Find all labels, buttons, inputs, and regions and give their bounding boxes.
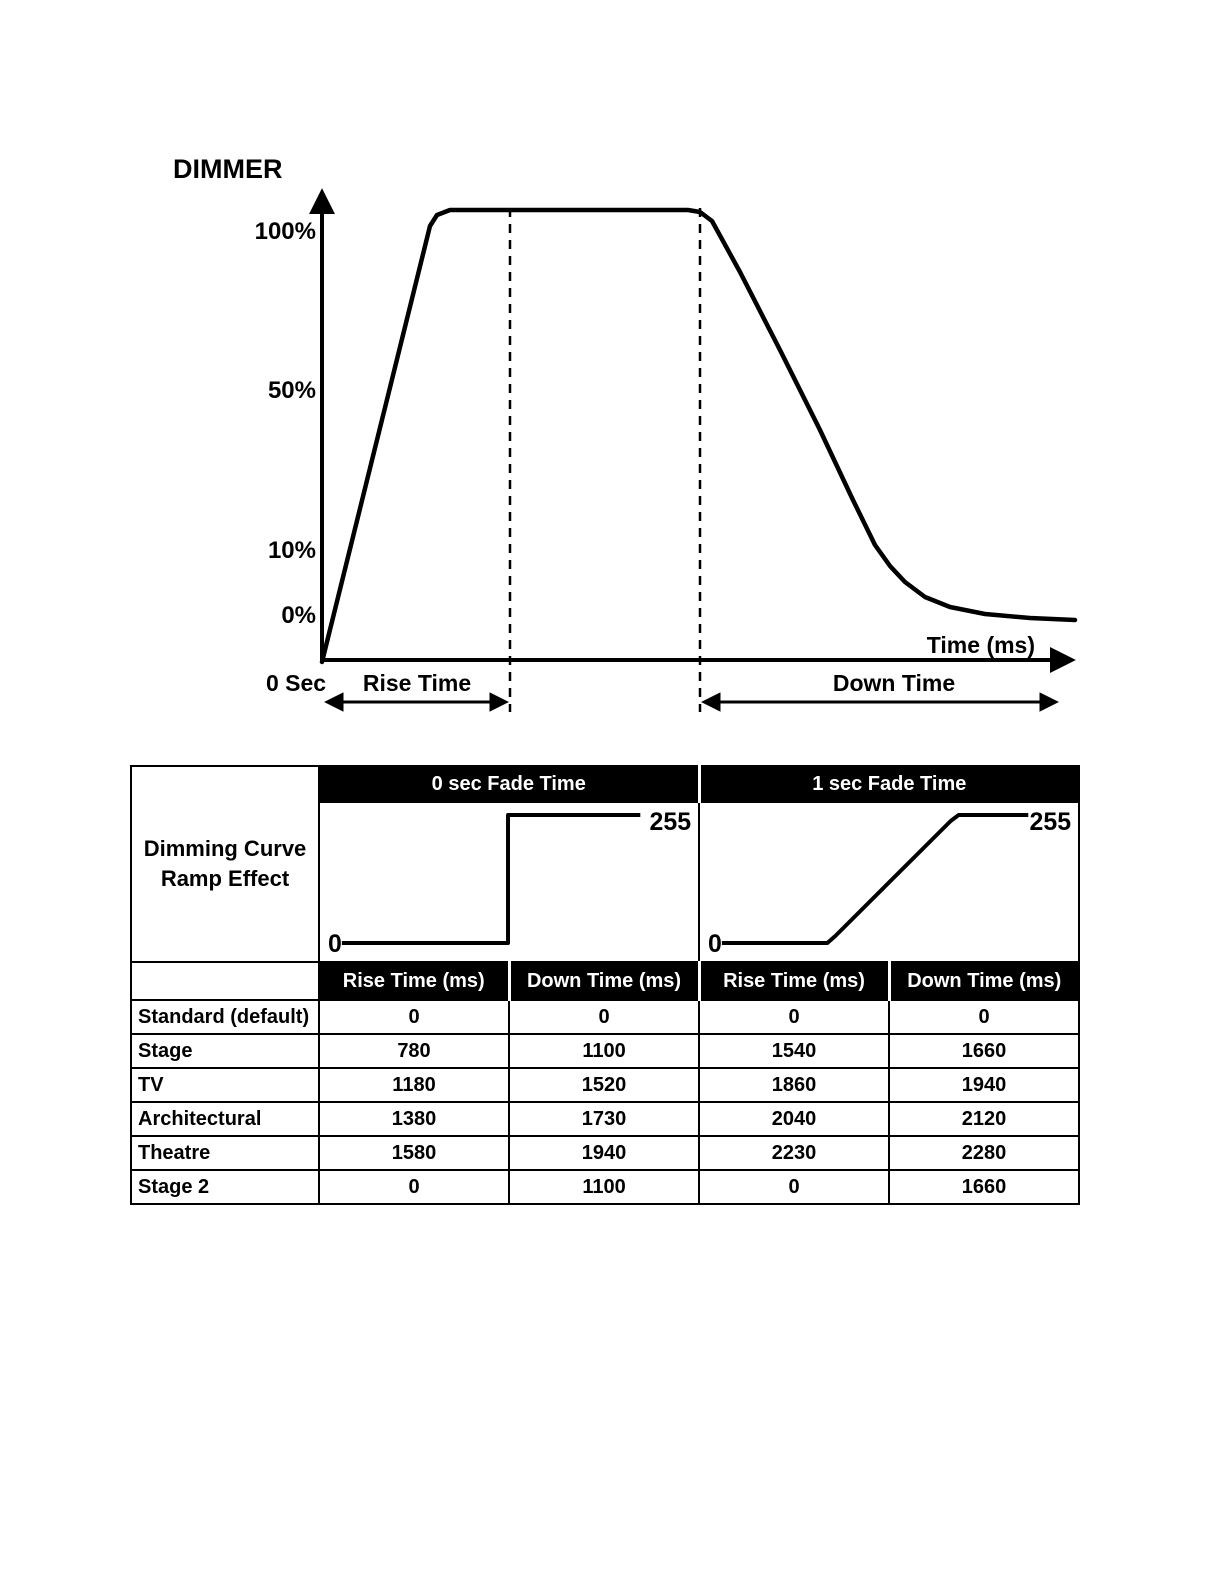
- mini0-max-label: 255: [649, 807, 692, 837]
- step-fade-chart: [320, 803, 698, 961]
- rise-time-label: Rise Time: [362, 670, 472, 696]
- cell-value: 780: [319, 1034, 509, 1068]
- cell-value: 1730: [509, 1102, 699, 1136]
- table-row: [131, 1034, 1079, 1068]
- column-header-row: [131, 962, 1079, 1000]
- table-row: [131, 1102, 1079, 1136]
- y-tick-50: 50%: [267, 377, 316, 404]
- ramp-effect-label-line2: Ramp Effect: [160, 866, 290, 891]
- cell-value: 1580: [319, 1136, 509, 1170]
- col-header-rise-1sec: Rise Time (ms): [699, 962, 889, 1000]
- row-label: TV: [131, 1068, 319, 1102]
- cell-value: 2280: [889, 1136, 1079, 1170]
- cell-value: 2040: [699, 1102, 889, 1136]
- mini-chart-0sec-cell: [319, 802, 699, 962]
- cell-value: 0: [889, 1000, 1079, 1034]
- ramp-fade-line: [722, 815, 1028, 943]
- y-tick-10: 10%: [267, 537, 316, 564]
- group-header-row: [131, 766, 1079, 802]
- cell-value: 1100: [509, 1034, 699, 1068]
- mini0-min-label: 0: [327, 929, 342, 959]
- cell-value: 1940: [509, 1136, 699, 1170]
- dimmer-curve: [322, 210, 1075, 662]
- origin-label: 0 Sec: [265, 670, 327, 696]
- y-tick-100: 100%: [254, 218, 316, 245]
- x-axis-label: Time (ms): [926, 632, 1035, 658]
- ramp-effect-label-line1: Dimming Curve: [143, 836, 307, 862]
- table-row: [131, 1136, 1079, 1170]
- cell-value: 0: [699, 1170, 889, 1204]
- chart-title: DIMMER: [173, 154, 283, 184]
- step-fade-line: [342, 815, 640, 943]
- cell-value: 1660: [889, 1170, 1079, 1204]
- col-header-rise-0sec: Rise Time (ms): [319, 962, 509, 1000]
- row-label: Architectural: [131, 1102, 319, 1136]
- row-label: Stage 2: [131, 1170, 319, 1204]
- ramp-effect-label-cell: [131, 766, 319, 962]
- cell-value: 1520: [509, 1068, 699, 1102]
- mini-chart-1sec-cell: [699, 802, 1079, 962]
- cell-value: 1100: [509, 1170, 699, 1204]
- cell-value: 1540: [699, 1034, 889, 1068]
- row-label: Standard (default): [131, 1000, 319, 1034]
- empty-corner-cell: [131, 962, 319, 1000]
- table-row: [131, 1170, 1079, 1204]
- cell-value: 1660: [889, 1034, 1079, 1068]
- group-header-1sec: 1 sec Fade Time: [699, 766, 1079, 802]
- row-label: Theatre: [131, 1136, 319, 1170]
- cell-value: 0: [509, 1000, 699, 1034]
- dimmer-curve-chart: [0, 0, 1224, 740]
- cell-value: 2120: [889, 1102, 1079, 1136]
- col-header-down-1sec: Down Time (ms): [889, 962, 1079, 1000]
- cell-value: 1860: [699, 1068, 889, 1102]
- down-time-label: Down Time: [832, 670, 956, 696]
- table-row: [131, 1000, 1079, 1034]
- group-header-0sec: 0 sec Fade Time: [319, 766, 699, 802]
- cell-value: 0: [319, 1000, 509, 1034]
- cell-value: 0: [319, 1170, 509, 1204]
- cell-value: 1940: [889, 1068, 1079, 1102]
- cell-value: 0: [699, 1000, 889, 1034]
- cell-value: 2230: [699, 1136, 889, 1170]
- mini1-min-label: 0: [707, 929, 722, 959]
- row-label: Stage: [131, 1034, 319, 1068]
- cell-value: 1180: [319, 1068, 509, 1102]
- table-row: [131, 1068, 1079, 1102]
- col-header-down-0sec: Down Time (ms): [509, 962, 699, 1000]
- y-tick-0: 0%: [281, 602, 316, 629]
- mini1-max-label: 255: [1029, 807, 1072, 837]
- ramp-fade-chart: [700, 803, 1078, 961]
- fade-time-table: [130, 765, 1080, 1205]
- cell-value: 1380: [319, 1102, 509, 1136]
